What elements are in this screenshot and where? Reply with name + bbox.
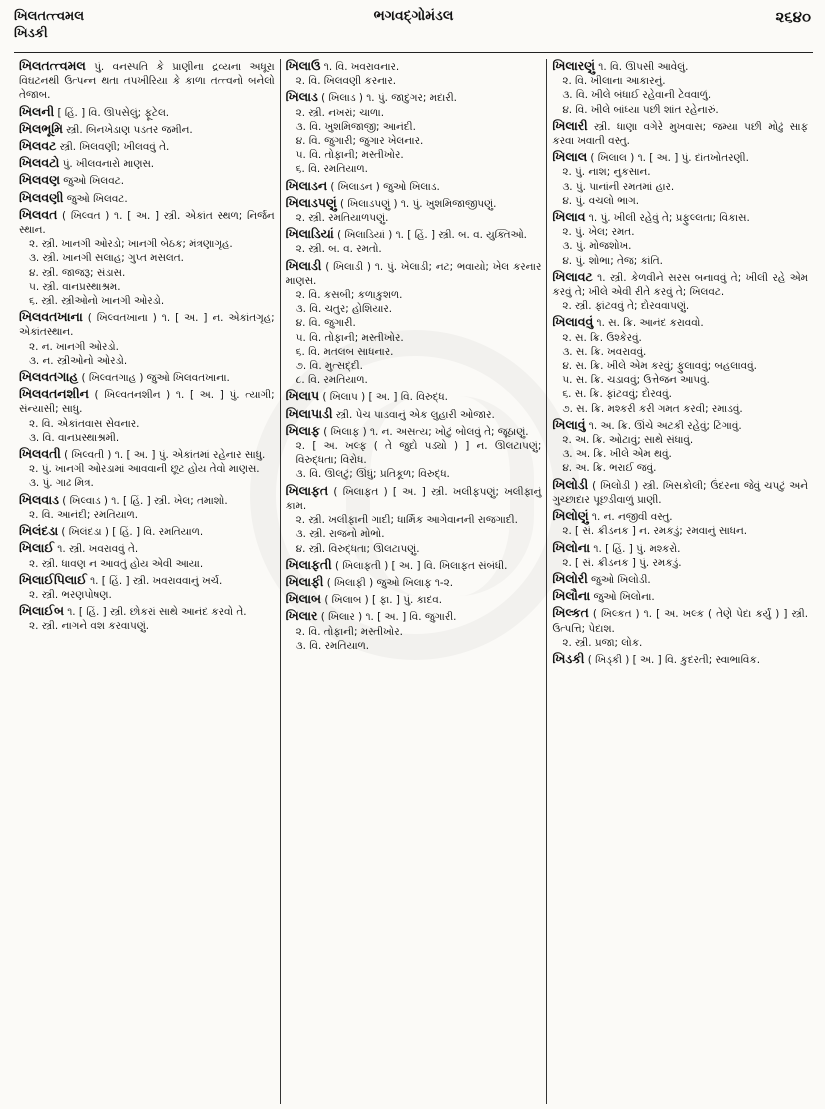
dictionary-entry (19, 310, 275, 368)
entry-sense: ૨. સ્ત્રી. રમતિયાળપણું. (295, 212, 389, 225)
entry-headword: ખિલાફતી (285, 556, 332, 572)
entry-headword: ખિલોરી (552, 570, 588, 586)
entry-sense: ૪. વિ. ખીલે બાંધ્યા પછી શાંત રહેનારું. (562, 103, 719, 116)
page-title: ભગવદ્ગોમંડલ (373, 8, 454, 24)
entry-definition: [ હિં. ] વિ. ઊપસેલું; ફૂટેલ. (54, 106, 170, 119)
entry-sense: ૩. વિ. ચતુર; હોશિયાર. (295, 303, 393, 316)
dictionary-entry (286, 196, 542, 225)
dictionary-entry (19, 387, 275, 445)
dictionary-entry (286, 179, 542, 194)
entry-definition: સ્ત્રી. પેચ પાડવાનું એક લુહારી ઓજાર. (332, 408, 495, 421)
entry-sense: ૨. સ્ત્રી. ધાવણ ન આવતું હોય એવી આયા. (29, 557, 204, 570)
entry-definition: ૧. સ્ત્રી. ખવરાવવું તે. (53, 543, 139, 556)
entry-sense: ૨. સ્ત્રી. ખલીફાની ગાદી; ધાર્મિક આગેવાનની રાજગાદી. (295, 514, 518, 527)
dictionary-entry (19, 524, 275, 539)
dictionary-entry (286, 609, 542, 653)
entry-sense: ૩. વિ. રમતિયાળ. (295, 639, 370, 652)
entry-definition: ( ખિલાફ ) ૧. ન. અસત્ય; ખોટું બોલવું તે; જૂઠાણું. (319, 425, 529, 438)
entry-definition: ( ખિલ્વત ) ૧. [ અ. ] સ્ત્રી. એકાંત સ્થળ; નિર્જન સ્થાન. (19, 209, 275, 237)
entry-headword: ખિલાફત (285, 482, 329, 498)
dictionary-entry (19, 541, 275, 570)
entry-sense: ૬. સ્ત્રી. સ્ત્રીઓનો ખાનગી ઓરડો. (29, 295, 165, 308)
entry-headword: ખિલવણી (19, 189, 64, 205)
dictionary-entry (552, 315, 808, 415)
entry-definition: પું. વનસ્પતિ કે પ્રાણીના દ્રવ્યના અધૂરા વિઘટનથી ઉત્પન્ન થતા તપખીરિયા કે કાળા તત્ત્વનો બનેલો તેજાબ. (19, 61, 275, 102)
entry-definition: ( ખિલાર ) ૧. [ અ. ] વિ. જુગારી. (317, 611, 457, 624)
entry-sense: ૫. સ. ક્રિ. ચડાવવું; ઉત્તેજન આપવું. (562, 374, 710, 387)
entry-sense: ૩. વિ. ખીલે બંધાઈ રહેવાની ટેવવાળું. (562, 89, 712, 102)
entry-headword: ખિલોના (552, 539, 591, 555)
dictionary-entry (286, 389, 542, 404)
entry-sense: ૪. સ્ત્રી. વિરુદ્ધતા; ઊલટાપણું. (295, 542, 420, 555)
entry-sense: ૭. સ. ક્રિ. મશ્કરી કરી ગમત કરવી; રમાડવું. (562, 402, 743, 415)
entry-definition: ( ખિલ્કત ) ૧. [ અ. ખલ્ક ( તેણે પેદા કર્યું ) ] સ્ત્રી. ઉત્પત્તિ; પેદાશ. (552, 608, 809, 635)
dictionary-entry (19, 493, 275, 522)
entry-headword: ખિલાઉ (285, 59, 321, 73)
dictionary-entry (552, 606, 808, 650)
entry-definition: ( ખિલંદડા ) [ હિં. ] વિ. રમતિયાળ. (58, 526, 204, 539)
entry-headword: ખિલાડિયાં (285, 226, 334, 242)
entry-definition: ( ખિલાડિયાં ) ૧. [ હિં. ] સ્ત્રી. બ. વ. યુક્તિઓ. (333, 229, 527, 242)
entry-definition: ( ખિલાફી ) જુઓ ખિલાફ ૧-૨. (323, 576, 454, 589)
entry-headword: ખિલ્કત (552, 605, 589, 621)
entry-definition: ૧. ન. નજીવી વસ્તુ. (588, 511, 673, 524)
entry-sense: ૩. અ. ક્રિ. ખીલે એમ થવું. (562, 448, 672, 461)
entry-definition: ૧. [ હિં. ] પું. મશ્કરો. (590, 542, 681, 555)
dictionary-entry (286, 575, 542, 590)
entry-definition: ( ખિડ્કી ) [ અ. ] વિ. કુદરતી; સ્વાભાવિક. (584, 653, 761, 666)
entry-sense: ૩. સ્ત્રી. રાજનો મોભો. (295, 528, 385, 541)
dictionary-entry (286, 592, 542, 607)
dictionary-entry (552, 270, 808, 314)
entry-headword: ખિલવતખાના (19, 309, 83, 325)
entry-sense: ૨. સ્ત્રી. પ્રજા; લોક. (562, 636, 643, 649)
entry-headword: ખિલવટો (19, 155, 60, 171)
dictionary-entry (286, 90, 542, 176)
entry-definition: ( ખિલાફતી ) [ અ. ] વિ. ખિલાફત સંબંધી. (331, 559, 508, 572)
entry-headword: ખિલાવવું (552, 314, 594, 330)
entry-sense: ૩. વિ. ઊલટું; ઊંધું; પ્રતિકૂળ; વિરુદ્ધ. (295, 468, 450, 481)
entry-definition: ૧. વિ. ખવરાવનાર. (320, 61, 400, 73)
entry-headword: ખિલાડ (285, 89, 318, 105)
dictionary-entry (286, 424, 542, 482)
entry-sense: ૫. સ્ત્રી. વાનપ્રસ્થાશ્રમ. (29, 280, 121, 293)
entry-headword: ખિલાડપણું (285, 194, 337, 210)
entry-definition: ( ખિલાબ ) [ ફા. ] પું. કાદવ. (321, 594, 443, 607)
entry-sense: ૩. વિ. વાનપ્રસ્થાશ્રમી. (29, 431, 120, 444)
entry-definition: ૧. પું. ખીલી રહેવું તે; પ્રફુલ્લતા; વિકાસ. (585, 212, 750, 225)
entry-headword: ખિલવતી (19, 446, 61, 462)
entry-definition: સ્ત્રી. ધાણા વગેરે મુખવાસ; જમ્યા પછી મોઢું સાફ કરવા ખવાતી વસ્તુ. (552, 120, 809, 148)
entry-sense: ૨. પું. નાશ; નુકસાન. (562, 166, 651, 179)
entry-sense: ૨. વિ. એકાંતવાસ સેવનાર. (29, 417, 140, 430)
entry-definition: જુઓ ખિલોડી. (587, 573, 651, 586)
entry-sense: ૨. [ અ. ખલ્ફ ( તે જુદો પડ્યો ) ] ન. ઊલટાપણું; વિરુદ્ધતા; વિરોધ. (295, 440, 542, 467)
entry-sense: ૬. વિ. મતલબ સાધનાર. (295, 345, 394, 358)
entry-headword: ખિલતત્ત્વમલ (19, 59, 86, 73)
entry-sense: ૪. પું. વચલો ભાગ. (562, 194, 640, 207)
page-header (14, 8, 813, 53)
entry-definition: ( ખિલ્વતગાહ ) જુઓ ખિલવતખાના. (78, 372, 230, 385)
entry-headword: ખિલોણું (552, 508, 589, 524)
entry-headword: ખિલવતનશીન (19, 386, 89, 402)
entry-headword: ખિલવત (19, 206, 58, 222)
dictionary-entry (552, 572, 808, 587)
entry-sense: ૨. સ્ત્રી. ફાંટવવું તે; દોરવવાપણું. (562, 300, 690, 313)
dictionary-entry (286, 227, 542, 256)
entry-headword: ખિલાઈબ (19, 603, 64, 619)
entry-headword: ખિલારી (552, 117, 588, 133)
dictionary-entry (19, 105, 275, 120)
dictionary-entry (552, 210, 808, 268)
entry-headword: ખિલભૂમિ (19, 120, 63, 136)
entry-headword: ખિલાવું (552, 416, 586, 432)
entry-headword: ખિલની (19, 103, 55, 119)
entry-definition: ૧. સ્ત્રી. કેળવીને સરસ બનાવવું તે; ખીલી રહે એમ કરવું તે; ખીલે એવી રીતે કરવું તે; ખિલવટ. (552, 271, 809, 299)
entry-sense: ૨. અ. ક્રિ. ઓટાવું; સાથે સંધાવું. (562, 434, 694, 447)
entry-definition: ૧. સ. ક્રિ. આનંદ કરાવવો. (593, 317, 704, 330)
entry-headword: ખિલાપાડી (285, 405, 333, 421)
entry-sense: ૨. [ સં. ક્રીડનક ] પું. રમકડું. (562, 556, 682, 569)
entry-sense: ૨. વિ. ખીલાના આકારનું. (562, 75, 666, 88)
entry-definition: ( ખિલ્વતખાના ) ૧. [ અ. ] ન. એકાંતગૃહ; એકાંતસ્થાન. (19, 312, 275, 339)
dictionary-entry (552, 418, 808, 476)
dictionary-entry (286, 407, 542, 422)
dictionary-entry (19, 156, 275, 171)
entry-headword: ખિલાઈપિલાઈ (19, 571, 87, 587)
entry-headword: ખિલાડી (285, 257, 322, 273)
entry-sense: ૬. સ. ક્રિ. ફાંટવવું; દોરવવું. (562, 388, 672, 401)
entry-definition: પું. ખીલવનારો માણસ. (59, 158, 155, 171)
entry-headword: ખિલાઈ (19, 540, 54, 556)
dictionary-entry (552, 150, 808, 208)
entry-headword: ખિલાફી (285, 573, 324, 589)
entry-headword: ખિલાવટ (552, 268, 593, 284)
entry-sense: ૨. ન. ખાનગી ઓરડો. (29, 340, 119, 353)
entry-definition: ૧. [ હિં. ] સ્ત્રી. ખવરાવવાનું ખર્ચ. (86, 574, 223, 587)
entry-sense: ૪. અ. ક્રિ. ભરાઈ જવું. (562, 462, 657, 475)
guide-word-first: ખિલતત્ત્વમલ (14, 9, 85, 24)
entry-sense: ૪. પું. શોભા; તેજ; કાંતિ. (562, 254, 663, 267)
dictionary-entry (552, 478, 808, 507)
entry-headword: ખિલવણ (19, 172, 60, 188)
entry-headword: ખિલાડન (285, 177, 328, 193)
columns (14, 59, 813, 1104)
column-1 (14, 59, 280, 1104)
entry-sense: ૨. પું. ખેલ; રમત. (562, 226, 635, 239)
entry-sense: ૨. સ્ત્રી. ખાનગી ઓરડો; ખાનગી બેઠક; મંત્રણાગૃહ. (29, 238, 233, 251)
dictionary-entry (19, 573, 275, 602)
entry-definition: ( ખિલ્વતી ) ૧. [ અ. ] પું. એકાંતમાં રહેનાર સાધુ. (60, 449, 266, 462)
entry-definition: સ્ત્રી. ખિલવણી; ખીલવવું તે. (56, 141, 170, 154)
entry-sense: ૬. વિ. રમતિયાળ. (295, 163, 368, 176)
entry-headword: ખિલાફ (285, 422, 320, 438)
entry-sense: ૩. સ. ક્રિ. ખવરાવવું. (562, 345, 647, 358)
dictionary-entry (286, 259, 542, 388)
entry-definition: ( ખિલાડ ) ૧. પું. જાદુગર; મદારી. (317, 92, 457, 105)
column-3 (546, 59, 813, 1104)
entry-sense: ૨. સ્ત્રી. ભરણપોષણ. (29, 588, 112, 601)
dictionary-entry (19, 139, 275, 154)
entry-sense: ૪. વિ. જુગારી; જુગાર ખેલનાર. (295, 135, 424, 148)
entry-definition: જુઓ ખિલવટ. (59, 175, 125, 188)
entry-sense: ૩. વિ. ખુશમિજાજી; આનંદી. (295, 120, 416, 133)
entry-headword: ખિલંદડા (19, 523, 59, 539)
dictionary-entry (552, 589, 808, 604)
entry-sense: ૪. સ. ક્રિ. ખીલે એમ કરવું; ફુલાવવું; બહલાવવું. (562, 360, 757, 373)
entry-sense: ૫. વિ. તોફાની; મસ્તીખોર. (295, 149, 404, 162)
entry-definition: ૧. અ. ક્રિ. ઊંચે અટકી રહેવું; ટિંગાવું. (585, 419, 742, 432)
entry-definition: ( ખિલાપ ) [ અ. ] વિ. વિરુદ્ધ. (319, 391, 448, 404)
dictionary-entry (286, 484, 542, 556)
entry-headword: ખિલાવ (552, 209, 586, 225)
entry-headword: ખિલાબ (285, 591, 322, 607)
entry-sense: ૩. પું. મોજશોખ. (562, 240, 632, 253)
entry-sense: ૩. પું. ગાઢ મિત્ર. (29, 477, 94, 490)
dictionary-entry (286, 59, 542, 88)
entry-sense: ૨. પું. ખાનગી ઓરડામાં આવવાની છૂટ હોય તેવો માણસ. (29, 463, 260, 476)
entry-sense: ૨. સ્ત્રી. નાગને વશ કરવાપણું. (29, 620, 150, 633)
entry-headword: ખિડકી (552, 650, 585, 666)
entry-headword: ખિલવટ (19, 138, 57, 154)
entry-sense: ૭. વિ. મુત્સદ્દી. (295, 360, 363, 373)
entry-sense: ૨. વિ. કસબી; કળાકુશળ. (295, 289, 403, 302)
entry-sense: ૩. ન. સ્ત્રીઓનો ઓરડો. (29, 354, 128, 367)
guide-word-last: ખિડકી (14, 26, 48, 41)
dictionary-entry (19, 604, 275, 633)
entry-definition: ( ખિલોડી ) સ્ત્રી. ખિસકોલી; ઉંદરના જેવું ચપટું અને ગુચ્છાદાર પૂછડીવાળું પ્રાણી. (552, 479, 809, 506)
entry-definition: ( ખિલાફત ) [ અ. ] સ્ત્રી. ખલીફપણું; ખલીફાનું કામ. (285, 485, 542, 512)
entry-headword: ખિલવતગાહ (19, 369, 79, 385)
entry-sense: ૨. વિ. ખિલવણી કરનાર. (295, 75, 397, 88)
entry-definition: ( ખિલ્વાડ ) ૧. [ હિં. ] સ્ત્રી. ખેલ; તમાશો. (58, 494, 228, 507)
dictionary-entry (19, 59, 275, 103)
dictionary-entry (552, 652, 808, 667)
dictionary-entry (19, 191, 275, 206)
entry-definition: ૧. વિ. ઊપસી આવેલું. (594, 61, 689, 73)
entry-sense: ૪. વિ. જુગારી. (295, 317, 356, 330)
entry-headword: ખિલોડી (552, 476, 589, 492)
entry-definition: ( ખિલ્વતનશીન ) ૧. [ અ. ] પું. ત્યાગી; સંન્યાસી; સાધુ. (19, 389, 275, 416)
entry-definition: ( ખિલાડપણું ) ૧. પું. ખુશમિજાજીપણું. (336, 197, 497, 210)
column-2 (280, 59, 547, 1104)
dictionary-entry (552, 59, 808, 117)
entry-sense: ૫. વિ. તોફાની; મસ્તીખોર. (295, 331, 404, 344)
entry-definition: ( ખિલાડી ) ૧. પું. ખેલાડી; નટ; ભવાયો; ખેલ કરનાર માણસ. (285, 260, 542, 287)
dictionary-entry (552, 509, 808, 538)
entry-definition: ૧. [ હિં. ] સ્ત્રી. છોકરાં સાથે આનંદ કરવો તે. (63, 606, 247, 619)
dictionary-entry (19, 122, 275, 137)
entry-sense: ૮. વિ. રમતિયાળ. (295, 374, 368, 387)
entry-headword: ખિલાપ (285, 388, 320, 404)
dictionary-entry (552, 119, 808, 148)
entry-sense: ૨. સ્ત્રી. નખરાં; ચાળા. (295, 106, 385, 119)
entry-definition: ( ખિલાડન ) જુઓ ખિલાડ. (327, 180, 440, 193)
entry-headword: ખિલવાડ (19, 491, 59, 507)
dictionary-entry (19, 370, 275, 385)
dictionary-entry (19, 447, 275, 491)
entry-sense: ૩. સ્ત્રી. ખાનગી સલાહ; ગુપ્ત મસલત. (29, 252, 184, 265)
entry-sense: ૪. સ્ત્રી. જાજરૂ; સંડાસ. (29, 266, 126, 279)
entry-headword: ખિલૌના (552, 588, 591, 604)
entry-headword: ખિલારણું (552, 59, 595, 73)
entry-headword: ખિલાલ (552, 149, 588, 165)
entry-definition: જુઓ ખિલોના. (590, 591, 655, 604)
entry-sense: ૨. સ્ત્રી. બ. વ. રમતો. (295, 243, 382, 256)
entry-sense: ૩. પું. પાનાંની રમતમાં હાર. (562, 180, 675, 193)
entry-sense: ૨. [ સં. ક્રીડનક ] ન. રમકડું; રમવાનું સાધન. (562, 525, 748, 538)
dictionary-entry (286, 558, 542, 573)
entry-sense: ૨. વિ. તોફાની; મસ્તીખોર. (295, 625, 403, 638)
entry-definition: ( ખિલાલ ) ૧. [ અ. ] પું. દાંતખોતરણી. (587, 152, 749, 165)
dictionary-entry (552, 541, 808, 570)
dictionary-entry (19, 208, 275, 308)
entry-definition: સ્ત્રી. બિનખેડાણ પડતર જમીન. (62, 123, 193, 136)
entry-sense: ૨. સ. ક્રિ. ઉશ્કેરવું. (562, 331, 642, 344)
entry-headword: ખિલાર (285, 608, 318, 624)
dictionary-entry (19, 173, 275, 188)
entry-definition: જુઓ ખિલવટ. (63, 192, 128, 205)
page-number: ૨૬૪૦ (775, 8, 811, 26)
entry-sense: ૨. વિ. આનંદી; રમતિયાળ. (29, 508, 139, 521)
